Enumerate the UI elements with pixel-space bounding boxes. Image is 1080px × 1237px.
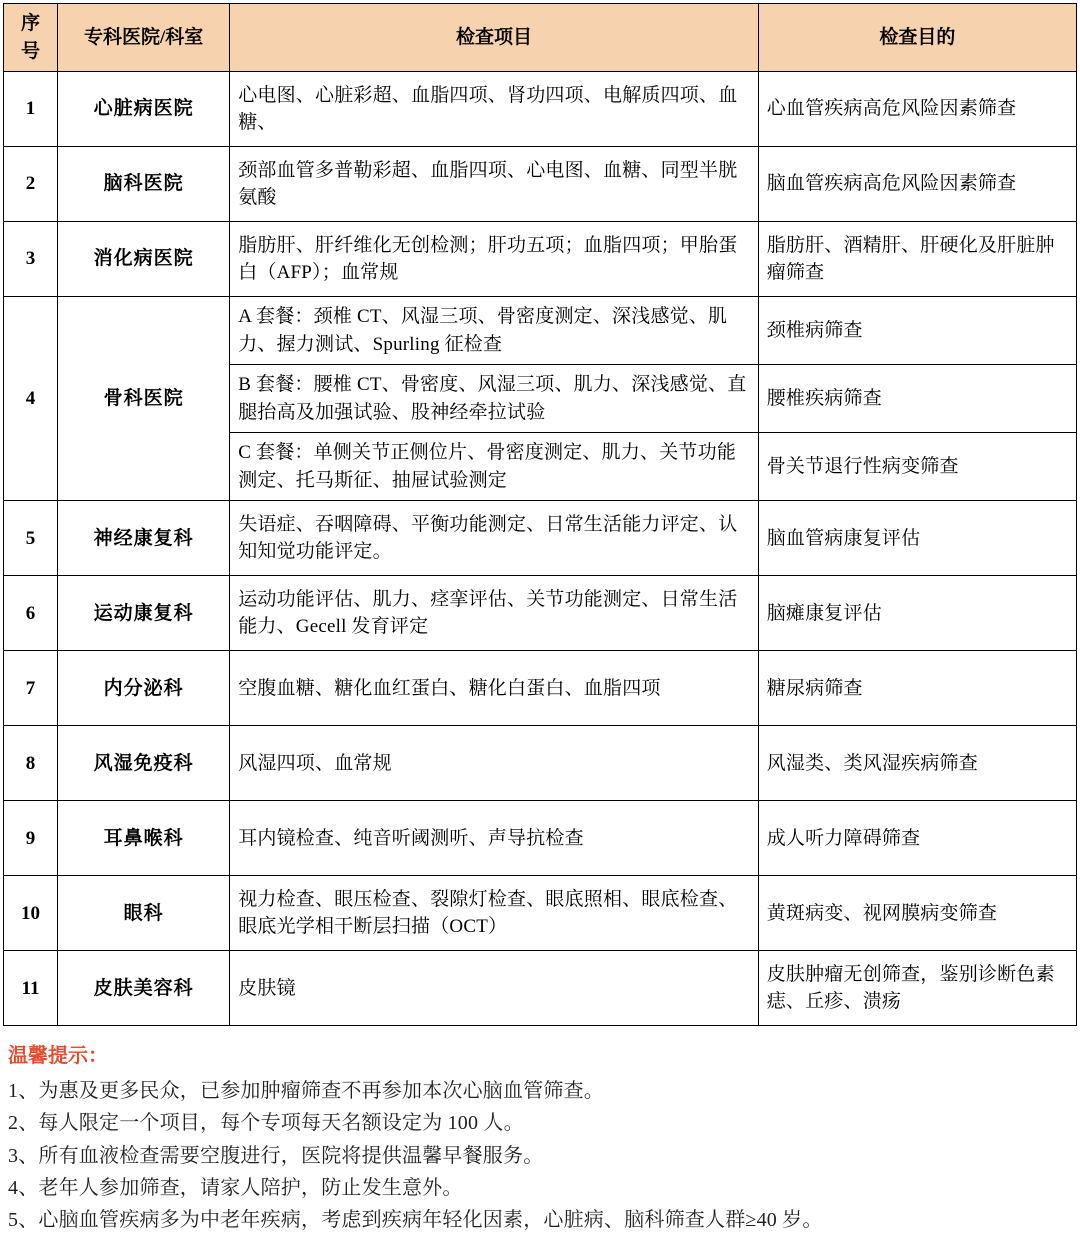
row-dept: 骨科医院	[58, 297, 230, 501]
row-dept: 耳鼻喉科	[58, 801, 230, 876]
notes-title: 温馨提示：	[8, 1045, 108, 1068]
row-purpose: 脑血管病康复评估	[758, 501, 1076, 576]
row-items: B 套餐：腰椎 CT、骨密度、风湿三项、肌力、深浅感觉、直腿抬高及加强试验、股神经牵拉试验	[230, 365, 758, 433]
row-purpose: 颈椎病筛查	[758, 297, 1076, 365]
row-dept: 脑科医院	[58, 147, 230, 222]
row-dept: 眼科	[58, 876, 230, 951]
row-no: 6	[4, 576, 58, 651]
note-line: 2、每人限定一个项目，每个专项每天名额设定为 100 人。	[8, 1112, 524, 1135]
column-header-items: 检查项目	[230, 4, 758, 72]
row-no: 1	[4, 72, 58, 147]
row-items: 运动功能评估、肌力、痉挛评估、关节功能测定、日常生活能力、Gecell 发育评定	[230, 576, 758, 651]
table-header-row	[4, 4, 1077, 72]
row-no: 8	[4, 726, 58, 801]
row-no: 9	[4, 801, 58, 876]
note-line: 1、为惠及更多民众，已参加肿瘤筛查不再参加本次心脑血管筛查。	[8, 1079, 604, 1102]
table-row	[4, 876, 1077, 951]
row-purpose: 脑血管疾病高危风险因素筛查	[758, 147, 1076, 222]
row-purpose: 黄斑病变、视网膜病变筛查	[758, 876, 1076, 951]
table-row	[4, 72, 1077, 147]
note-line: 4、老年人参加筛查，请家人陪护，防止发生意外。	[8, 1176, 463, 1199]
table-row	[4, 222, 1077, 297]
column-header-no: 序号	[4, 4, 58, 72]
row-items: 失语症、吞咽障碍、平衡功能测定、日常生活能力评定、认知知觉功能评定。	[230, 501, 758, 576]
row-dept: 心脏病医院	[58, 72, 230, 147]
table-row	[4, 297, 1077, 365]
column-header-dept: 专科医院/科室	[58, 4, 230, 72]
row-no: 2	[4, 147, 58, 222]
row-items: 颈部血管多普勒彩超、血脂四项、心电图、血糖、同型半胱氨酸	[230, 147, 758, 222]
row-no: 10	[4, 876, 58, 951]
row-purpose: 风湿类、类风湿疾病筛查	[758, 726, 1076, 801]
row-items: C 套餐：单侧关节正侧位片、骨密度测定、肌力、关节功能测定、托马斯征、抽屉试验测定	[230, 433, 758, 501]
row-dept: 内分泌科	[58, 651, 230, 726]
row-dept: 消化病医院	[58, 222, 230, 297]
row-purpose: 心血管疾病高危风险因素筛查	[758, 72, 1076, 147]
column-header-purpose: 检查目的	[758, 4, 1076, 72]
row-purpose: 成人听力障碍筛查	[758, 801, 1076, 876]
table-row	[4, 726, 1077, 801]
row-dept: 神经康复科	[58, 501, 230, 576]
table-body	[4, 72, 1077, 1026]
table-row	[4, 651, 1077, 726]
table-row	[4, 801, 1077, 876]
table-row	[4, 147, 1077, 222]
row-items: 耳内镜检查、纯音听阈测听、声导抗检查	[230, 801, 758, 876]
row-no: 4	[4, 297, 58, 501]
row-no: 3	[4, 222, 58, 297]
row-purpose: 脂肪肝、酒精肝、肝硬化及肝脏肿瘤筛查	[758, 222, 1076, 297]
note-line: 3、所有血液检查需要空腹进行，医院将提供温馨早餐服务。	[8, 1144, 544, 1167]
row-items: 空腹血糖、糖化血红蛋白、糖化白蛋白、血脂四项	[230, 651, 758, 726]
row-no: 5	[4, 501, 58, 576]
row-dept: 皮肤美容科	[58, 951, 230, 1026]
row-items: 视力检查、眼压检查、裂隙灯检查、眼底照相、眼底检查、眼底光学相干断层扫描（OCT）	[230, 876, 758, 951]
row-purpose: 糖尿病筛查	[758, 651, 1076, 726]
exam-schedule-sheet	[0, 3, 1080, 1237]
row-no: 7	[4, 651, 58, 726]
row-items: A 套餐：颈椎 CT、风湿三项、骨密度测定、深浅感觉、肌力、握力测试、Spurling 征检查	[230, 297, 758, 365]
row-items: 脂肪肝、肝纤维化无创检测；肝功五项；血脂四项；甲胎蛋白（AFP）；血常规	[230, 222, 758, 297]
note-line: 5、心脑血管疾病多为中老年疾病，考虑到疾病年轻化因素，心脏病、脑科筛查人群≥40 岁。	[8, 1209, 823, 1232]
notes-section	[8, 1040, 1074, 1236]
row-items: 心电图、心脏彩超、血脂四项、肾功四项、电解质四项、血糖、	[230, 72, 758, 147]
table-row	[4, 576, 1077, 651]
row-purpose: 腰椎疾病筛查	[758, 365, 1076, 433]
table-row	[4, 501, 1077, 576]
exam-table	[3, 3, 1077, 1026]
row-purpose: 脑瘫康复评估	[758, 576, 1076, 651]
table-row	[4, 951, 1077, 1026]
table-header	[4, 4, 1077, 72]
row-dept: 风湿免疫科	[58, 726, 230, 801]
row-items: 皮肤镜	[230, 951, 758, 1026]
row-purpose: 骨关节退行性病变筛查	[758, 433, 1076, 501]
row-items: 风湿四项、血常规	[230, 726, 758, 801]
row-purpose: 皮肤肿瘤无创筛查，鉴别诊断色素痣、丘疹、溃疡	[758, 951, 1076, 1026]
row-no: 11	[4, 951, 58, 1026]
row-dept: 运动康复科	[58, 576, 230, 651]
